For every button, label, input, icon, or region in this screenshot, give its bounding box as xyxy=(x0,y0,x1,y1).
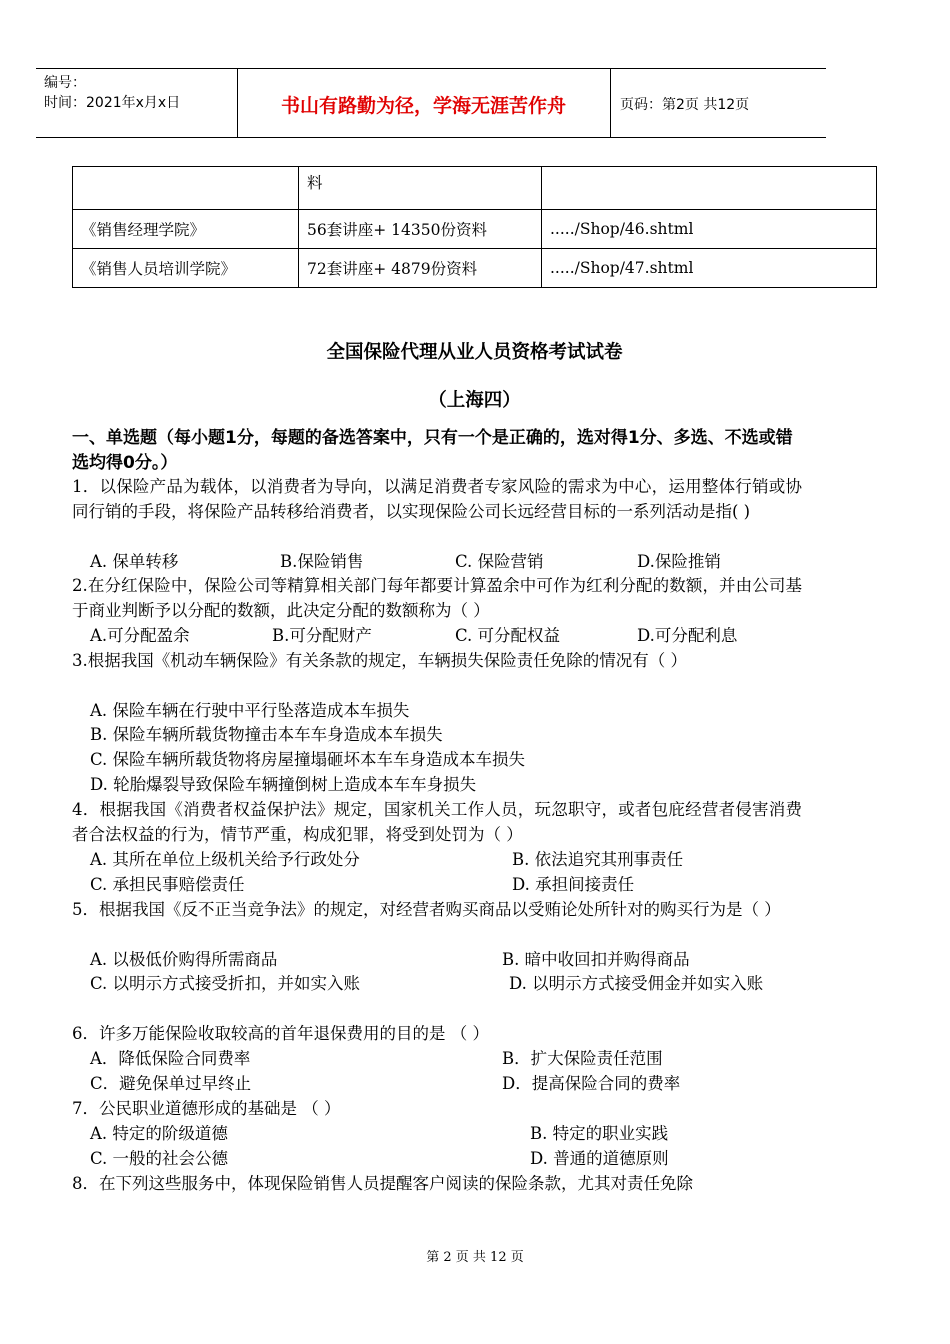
question-2-option-c: C. 可分配权益 xyxy=(455,626,561,645)
question-7-option-a: A. 特定的阶级道德 xyxy=(90,1124,228,1143)
question-1-option-a: A. 保单转移 xyxy=(90,552,179,571)
question-6-option-b: B．扩大保险责任范围 xyxy=(502,1049,663,1068)
question-5-option-c: C. 以明示方式接受折扣，并如实入账 xyxy=(90,974,361,993)
table-cell-link[interactable]: ...../Shop/46.shtml xyxy=(542,210,877,249)
question-7-option-b: B. 特定的职业实践 xyxy=(530,1124,669,1143)
table-row xyxy=(73,167,877,210)
question-7-option-c: C. 一般的社会公德 xyxy=(90,1149,229,1168)
question-3-option-a: A. 保险车辆在行驶中平行坠落造成本车损失 xyxy=(90,701,410,720)
table-cell xyxy=(542,167,877,210)
page-footer: 第 2 页 共 12 页 xyxy=(426,1250,524,1265)
table-cell-link[interactable]: ...../Shop/47.shtml xyxy=(542,249,877,288)
question-2-option-d: D.可分配利息 xyxy=(637,626,738,645)
question-4-option-b: B. 依法追究其刑事责任 xyxy=(512,850,684,869)
table-row xyxy=(73,249,877,288)
table-cell: 《销售人员培训学院》 xyxy=(73,249,299,288)
table-cell xyxy=(73,167,299,210)
question-1-stem: 1．以保险产品为载体，以消费者为导向，以满足消费者专家风险的需求为中心，运用整体行销或协同行销的手段，将保险产品转移给消费者，以实现保险公司长远经营目标的一系列活动是指( ) xyxy=(72,477,802,521)
question-4-option-c: C. 承担民事赔偿责任 xyxy=(90,875,245,894)
question-1-option-d: D.保险推销 xyxy=(637,552,721,571)
exam-subtitle: （上海四） xyxy=(428,390,521,411)
header-motto: 书山有路勤为径，学海无涯苦作舟 xyxy=(280,95,566,117)
question-6-option-d: D．提高保险合同的费率 xyxy=(502,1074,681,1093)
question-6-stem: 6．许多万能保险收取较高的首年退保费用的目的是 （ ） xyxy=(72,1024,489,1043)
table-row xyxy=(73,210,877,249)
question-3-option-c: C. 保险车辆所载货物将房屋撞塌砸坏本车车身造成本车损失 xyxy=(90,750,526,769)
table-cell: 《销售经理学院》 xyxy=(73,210,299,249)
question-5-option-b: B. 暗中收回扣并购得商品 xyxy=(502,950,690,969)
question-5-option-d: D. 以明示方式接受佣金并如实入账 xyxy=(509,974,764,993)
question-7-stem: 7．公民职业道德形成的基础是 （ ） xyxy=(72,1099,341,1118)
question-3-option-d: D. 轮胎爆裂导致保险车辆撞倒树上造成本车车身损失 xyxy=(90,775,477,794)
question-6-option-a: A．降低保险合同费率 xyxy=(90,1049,251,1068)
number-label: 编号： xyxy=(44,75,86,91)
table-cell: 56套讲座+ 14350份资料 xyxy=(299,210,542,249)
question-6-option-c: C．避免保单过早终止 xyxy=(90,1074,252,1093)
question-2-option-a: A.可分配盈余 xyxy=(90,626,190,645)
question-3-stem: 3.根据我国《机动车辆保险》有关条款的规定，车辆损失保险责任免除的情况有（ ） xyxy=(72,651,687,670)
section-heading: 一、单选题（每小题1分，每题的备选答案中，只有一个是正确的，选对得1分、多选、不选或错选均得0分。） xyxy=(72,428,793,473)
question-2-option-b: B.可分配财产 xyxy=(272,626,372,645)
resource-table xyxy=(72,166,877,288)
question-1-option-c: C. 保险营销 xyxy=(455,552,544,571)
question-8-stem: 8．在下列这些服务中，体现保险销售人员提醒客户阅读的保险条款，尤其对责任免除 xyxy=(72,1174,693,1193)
exam-title: 全国保险代理从业人员资格考试试卷 xyxy=(326,342,623,363)
table-cell: 72套讲座+ 4879份资料 xyxy=(299,249,542,288)
question-4-option-d: D. 承担间接责任 xyxy=(512,875,635,894)
question-5-option-a: A. 以极低价购得所需商品 xyxy=(90,950,278,969)
question-3-option-b: B. 保险车辆所载货物撞击本车车身造成本车损失 xyxy=(90,725,443,744)
question-7-option-d: D. 普通的道德原则 xyxy=(530,1149,669,1168)
question-5-stem: 5．根据我国《反不正当竞争法》的规定，对经营者购买商品以受贿论处所针对的购买行为是（ ） xyxy=(72,900,781,919)
header-page-info: 页码：第2页 共12页 xyxy=(620,97,750,113)
time-label: 时间：2021年x月x日 xyxy=(44,95,181,111)
page-header xyxy=(36,68,826,138)
header-left-cell xyxy=(44,73,234,113)
question-2-stem: 2.在分红保险中，保险公司等精算相关部门每年都要计算盈余中可作为红利分配的数额，并由公司基于商业判断予以分配的数额，此决定分配的数额称为（ ） xyxy=(72,576,802,620)
table-cell: 料 xyxy=(299,167,542,210)
header-divider xyxy=(610,69,611,137)
question-4-option-a: A. 其所在单位上级机关给予行政处分 xyxy=(90,850,360,869)
question-4-stem: 4．根据我国《消费者权益保护法》规定，国家机关工作人员，玩忽职守，或者包庇经营者侵害消费者合法权益的行为，情节严重，构成犯罪，将受到处罚为（ ） xyxy=(72,800,802,844)
question-1-option-b: B.保险销售 xyxy=(280,552,364,571)
